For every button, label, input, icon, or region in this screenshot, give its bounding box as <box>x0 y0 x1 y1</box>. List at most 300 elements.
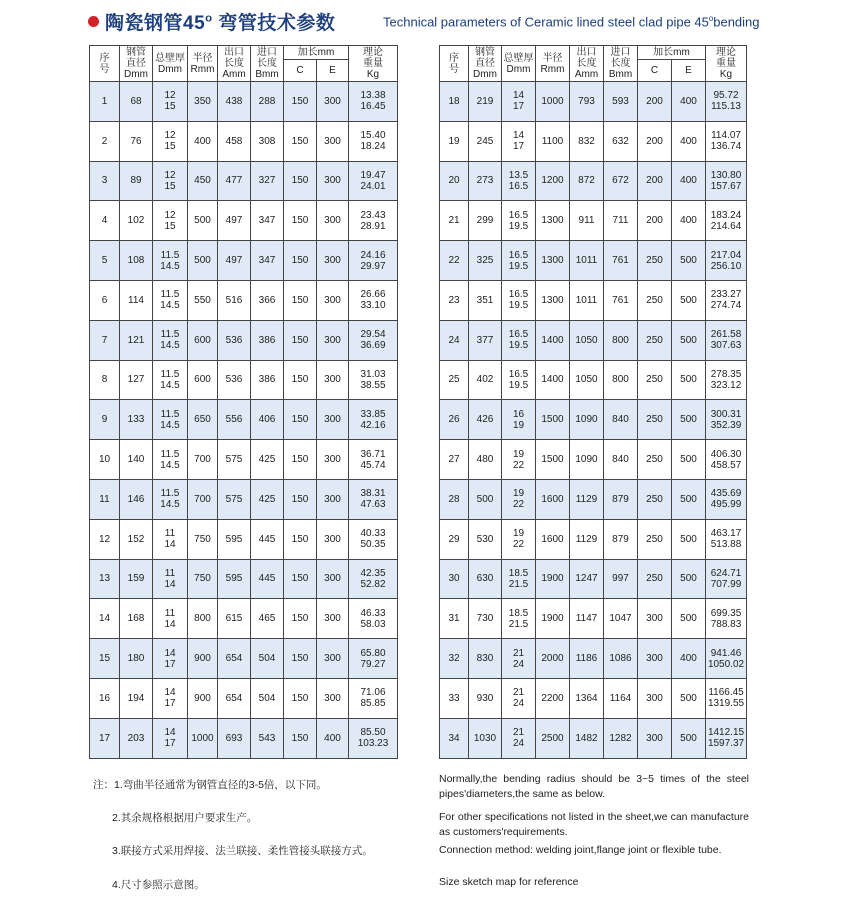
cell-wall-thickness-value: 24 <box>512 658 525 670</box>
table-row <box>440 400 747 440</box>
cell-e: 300 <box>317 201 349 241</box>
cell-wall-thickness-value: 21 <box>512 647 525 659</box>
cell-e: 500 <box>672 320 706 360</box>
cell-diameter: 89 <box>120 161 153 201</box>
cell-no: 4 <box>90 201 120 241</box>
cell-outlet-length: 1129 <box>570 519 604 559</box>
cell-wall-thickness-value: 21 <box>512 687 525 699</box>
cell-c: 150 <box>284 718 317 758</box>
cell-inlet-length: 632 <box>604 121 638 161</box>
cell-radius: 600 <box>188 360 218 400</box>
table-row <box>440 360 747 400</box>
cell-no: 20 <box>440 161 469 201</box>
cell-c: 300 <box>638 718 672 758</box>
cell-wall-thickness-value: 22 <box>512 499 525 511</box>
cell-weight-value: 47.63 <box>360 499 386 511</box>
cell-weight-value: 1166.45 <box>708 687 744 699</box>
cell-no: 28 <box>440 479 469 519</box>
cell-wall-thickness <box>153 479 188 519</box>
table-row <box>440 519 747 559</box>
cell-wall-thickness-value: 16.5 <box>508 368 529 380</box>
cell-wall-thickness <box>153 639 188 679</box>
cell-diameter: 140 <box>120 440 153 480</box>
cell-radius: 900 <box>188 639 218 679</box>
cell-inlet-length: 308 <box>251 121 284 161</box>
cell-wall-thickness-value: 18.5 <box>508 567 529 579</box>
cell-weight <box>706 360 747 400</box>
cell-radius: 500 <box>188 201 218 241</box>
cell-no: 13 <box>90 559 120 599</box>
cell-outlet-length: 693 <box>218 718 251 758</box>
cell-e: 400 <box>672 121 706 161</box>
table-row <box>440 718 747 758</box>
cell-diameter: 480 <box>469 440 502 480</box>
cell-wall-thickness-value: 14.5 <box>160 260 180 272</box>
cell-wall-thickness <box>502 400 536 440</box>
cell-weight-value: 115.13 <box>711 101 741 113</box>
cell-weight <box>349 360 398 400</box>
cell-diameter: 146 <box>120 479 153 519</box>
cell-wall-thickness-value: 14.5 <box>160 419 180 431</box>
cell-weight-value: 50.35 <box>360 539 386 551</box>
cell-weight <box>706 479 747 519</box>
cell-wall-thickness-value: 22 <box>512 459 525 471</box>
header-e: E <box>317 60 349 82</box>
cell-radius: 2200 <box>536 678 570 718</box>
cell-weight-value: 31.03 <box>360 368 386 380</box>
cell-weight-value: 624.71 <box>710 567 742 579</box>
cell-weight <box>349 280 398 320</box>
cell-c: 150 <box>284 280 317 320</box>
table-row <box>90 678 398 718</box>
cell-radius: 1300 <box>536 241 570 281</box>
cell-radius: 1100 <box>536 121 570 161</box>
cell-diameter: 76 <box>120 121 153 161</box>
cell-c: 300 <box>638 678 672 718</box>
cell-wall-thickness-value: 11.5 <box>160 488 180 500</box>
cell-weight-value: 45.74 <box>360 459 386 471</box>
cell-outlet-length: 556 <box>218 400 251 440</box>
cell-outlet-length: 1186 <box>570 639 604 679</box>
cell-no: 22 <box>440 241 469 281</box>
header-extension: 加长mm <box>638 46 706 60</box>
cell-weight-value: 307.63 <box>710 340 742 352</box>
cell-diameter: 219 <box>469 82 502 122</box>
cell-wall-thickness-value: 11.5 <box>160 289 180 301</box>
cell-c: 150 <box>284 599 317 639</box>
cell-weight <box>349 639 398 679</box>
cell-wall-thickness <box>502 241 536 281</box>
cell-c: 150 <box>284 201 317 241</box>
cell-weight <box>349 599 398 639</box>
cell-weight-value: 36.71 <box>360 448 386 460</box>
cell-radius: 1400 <box>536 320 570 360</box>
cell-weight-value: 19.47 <box>360 169 386 181</box>
table-row <box>90 599 398 639</box>
cell-weight-value: 24.01 <box>360 180 386 192</box>
cell-wall-thickness-value: 14 <box>164 578 176 590</box>
cell-wall-thickness-value: 14 <box>164 727 176 739</box>
cell-inlet-length: 800 <box>604 320 638 360</box>
cell-no: 27 <box>440 440 469 480</box>
cell-weight-value: 435.69 <box>710 488 742 500</box>
cell-inlet-length: 327 <box>251 161 284 201</box>
cell-e: 500 <box>672 718 706 758</box>
cell-diameter: 121 <box>120 320 153 360</box>
cell-wall-thickness-value: 15 <box>164 101 176 113</box>
cell-wall-thickness-value: 19 <box>512 419 525 431</box>
cell-outlet-length: 1011 <box>570 241 604 281</box>
cell-c: 150 <box>284 400 317 440</box>
cell-c: 150 <box>284 678 317 718</box>
cell-wall-thickness <box>153 678 188 718</box>
cell-inlet-length: 593 <box>604 82 638 122</box>
cell-weight-value: 495.99 <box>710 499 742 511</box>
header-c: C <box>638 60 672 82</box>
cell-no: 6 <box>90 280 120 320</box>
cell-weight <box>349 161 398 201</box>
cell-wall-thickness <box>502 440 536 480</box>
cell-c: 200 <box>638 201 672 241</box>
cell-radius: 700 <box>188 479 218 519</box>
cell-e: 300 <box>317 360 349 400</box>
cell-wall-thickness <box>153 320 188 360</box>
cell-weight <box>349 440 398 480</box>
cell-weight-value: 33.85 <box>360 408 386 420</box>
cell-no: 25 <box>440 360 469 400</box>
cell-weight-value: 13.38 <box>360 90 386 102</box>
cell-no: 23 <box>440 280 469 320</box>
cell-weight-value: 103.23 <box>357 738 389 750</box>
header-wall-thickness: 总壁厚 Dmm <box>153 46 188 82</box>
table-row <box>440 559 747 599</box>
cell-weight-value: 16.45 <box>360 101 386 113</box>
cell-e: 400 <box>672 82 706 122</box>
cell-wall-thickness <box>153 400 188 440</box>
cell-weight-value: 130.80 <box>710 169 742 181</box>
cell-c: 300 <box>638 639 672 679</box>
cell-wall-thickness <box>502 479 536 519</box>
cell-no: 16 <box>90 678 120 718</box>
cell-diameter: 630 <box>469 559 502 599</box>
cell-wall-thickness-value: 14 <box>164 647 176 659</box>
cell-diameter: 114 <box>120 280 153 320</box>
cell-radius: 1500 <box>536 400 570 440</box>
cell-radius: 1400 <box>536 360 570 400</box>
cell-wall-thickness <box>153 121 188 161</box>
cell-wall-thickness-value: 15 <box>164 220 176 232</box>
cell-wall-thickness <box>502 161 536 201</box>
cell-diameter: 152 <box>120 519 153 559</box>
header-diameter: 钢管 直径 Dmm <box>469 46 502 82</box>
cell-wall-thickness-value: 11 <box>164 528 176 540</box>
cell-weight-value: 458.57 <box>710 459 742 471</box>
cell-weight <box>349 121 398 161</box>
cell-weight-value: 1412.15 <box>707 727 745 739</box>
cell-wall-thickness-value: 19.5 <box>508 340 529 352</box>
cell-no: 18 <box>440 82 469 122</box>
cell-weight <box>706 639 747 679</box>
cell-e: 300 <box>317 161 349 201</box>
table-row <box>440 241 747 281</box>
cell-diameter: 68 <box>120 82 153 122</box>
cell-diameter: 168 <box>120 599 153 639</box>
cell-c: 150 <box>284 121 317 161</box>
cell-weight-value: 352.39 <box>710 419 742 431</box>
cell-weight <box>706 320 747 360</box>
cell-wall-thickness-value: 22 <box>512 539 525 551</box>
cell-radius: 350 <box>188 82 218 122</box>
cell-wall-thickness <box>502 639 536 679</box>
cell-diameter: 299 <box>469 201 502 241</box>
table-row <box>440 121 747 161</box>
cell-weight <box>706 559 747 599</box>
cell-inlet-length: 465 <box>251 599 284 639</box>
cell-no: 31 <box>440 599 469 639</box>
cell-c: 200 <box>638 161 672 201</box>
cell-e: 300 <box>317 121 349 161</box>
cell-inlet-length: 366 <box>251 280 284 320</box>
cell-radius: 1000 <box>536 82 570 122</box>
cell-weight-value: 26.66 <box>360 289 386 301</box>
header-weight: 理论 重量 Kg <box>706 46 747 82</box>
cell-diameter: 426 <box>469 400 502 440</box>
cell-e: 300 <box>317 519 349 559</box>
cell-outlet-length: 793 <box>570 82 604 122</box>
cell-weight <box>349 678 398 718</box>
cell-wall-thickness-value: 16.5 <box>508 249 529 261</box>
cell-weight-value: 183.24 <box>710 209 742 221</box>
cell-wall-thickness <box>502 121 536 161</box>
cell-radius: 500 <box>188 241 218 281</box>
note-cn-4: 4.尺寸参照示意图。 <box>112 879 205 891</box>
title-chinese: 陶瓷钢管45$^o$ 弯管技术参数 <box>105 12 336 34</box>
cell-weight-value: 28.91 <box>360 220 386 232</box>
cell-weight-value: 300.31 <box>710 408 742 420</box>
header-no: 序 号 <box>440 46 469 82</box>
cell-weight <box>706 280 747 320</box>
cell-outlet-length: 595 <box>218 519 251 559</box>
cell-weight-value: 513.88 <box>710 539 742 551</box>
cell-no: 5 <box>90 241 120 281</box>
cell-inlet-length: 1047 <box>604 599 638 639</box>
cell-radius: 1000 <box>188 718 218 758</box>
cell-radius: 750 <box>188 559 218 599</box>
cell-no: 3 <box>90 161 120 201</box>
cell-wall-thickness-value: 12 <box>164 90 176 102</box>
cell-diameter: 159 <box>120 559 153 599</box>
cell-wall-thickness-value: 21.5 <box>508 618 529 630</box>
cell-wall-thickness-value: 11.5 <box>160 408 180 420</box>
cell-e: 300 <box>317 678 349 718</box>
cell-wall-thickness-value: 14 <box>512 130 525 142</box>
cell-wall-thickness-value: 14 <box>164 539 176 551</box>
cell-weight <box>706 241 747 281</box>
cell-no: 29 <box>440 519 469 559</box>
cell-outlet-length: 477 <box>218 161 251 201</box>
cell-diameter: 108 <box>120 241 153 281</box>
cell-inlet-length: 840 <box>604 440 638 480</box>
cell-radius: 400 <box>188 121 218 161</box>
cell-weight-value: 1597.37 <box>707 738 745 750</box>
header-diameter: 钢管 直径 Dmm <box>120 46 153 82</box>
table-row <box>90 82 398 122</box>
cell-outlet-length: 536 <box>218 320 251 360</box>
cell-radius: 2500 <box>536 718 570 758</box>
cell-wall-thickness-value: 16 <box>512 408 525 420</box>
cell-no: 24 <box>440 320 469 360</box>
cell-weight-value: 256.10 <box>710 260 742 272</box>
cell-e: 300 <box>317 400 349 440</box>
note-en-3: Connection method: welding joint,flange joint or flexible tube. <box>439 844 722 856</box>
cell-weight-value: 65.80 <box>360 647 386 659</box>
cell-wall-thickness-value: 16.5 <box>508 289 529 301</box>
cell-no: 11 <box>90 479 120 519</box>
cell-inlet-length: 386 <box>251 320 284 360</box>
cell-wall-thickness-value: 17 <box>164 698 176 710</box>
header-extension: 加长mm <box>284 46 349 60</box>
cell-weight-value: 42.16 <box>360 419 386 431</box>
cell-inlet-length: 386 <box>251 360 284 400</box>
cell-outlet-length: 1247 <box>570 559 604 599</box>
cell-no: 17 <box>90 718 120 758</box>
cell-no: 21 <box>440 201 469 241</box>
cell-wall-thickness <box>153 718 188 758</box>
cell-no: 9 <box>90 400 120 440</box>
cell-outlet-length: 1129 <box>570 479 604 519</box>
cell-inlet-length: 347 <box>251 201 284 241</box>
cell-c: 150 <box>284 82 317 122</box>
cell-no: 1 <box>90 82 120 122</box>
cell-weight-value: 79.27 <box>360 658 386 670</box>
cell-wall-thickness-value: 15 <box>164 141 176 153</box>
cell-weight <box>706 440 747 480</box>
header-radius: 半径 Rmm <box>188 46 218 82</box>
cell-c: 250 <box>638 440 672 480</box>
cell-e: 300 <box>317 479 349 519</box>
table-row <box>90 519 398 559</box>
cell-weight <box>706 519 747 559</box>
table-row <box>440 82 747 122</box>
cell-wall-thickness-value: 14.5 <box>160 379 180 391</box>
cell-weight-value: 52.82 <box>360 578 386 590</box>
cell-diameter: 1030 <box>469 718 502 758</box>
spec-table-right <box>439 45 747 759</box>
cell-weight <box>706 718 747 758</box>
cell-weight-value: 114.07 <box>711 130 741 142</box>
cell-weight-value: 274.74 <box>710 300 742 312</box>
cell-outlet-length: 595 <box>218 559 251 599</box>
cell-outlet-length: 497 <box>218 201 251 241</box>
cell-c: 150 <box>284 559 317 599</box>
cell-weight <box>349 201 398 241</box>
cell-c: 150 <box>284 440 317 480</box>
cell-wall-thickness-value: 11.5 <box>160 448 180 460</box>
cell-weight-value: 33.10 <box>360 300 386 312</box>
cell-c: 150 <box>284 241 317 281</box>
cell-outlet-length: 654 <box>218 678 251 718</box>
cell-weight-value: 38.31 <box>360 488 386 500</box>
cell-e: 500 <box>672 280 706 320</box>
cell-wall-thickness-value: 16.5 <box>508 209 529 221</box>
cell-wall-thickness <box>153 82 188 122</box>
cell-diameter: 930 <box>469 678 502 718</box>
cell-no: 12 <box>90 519 120 559</box>
cell-weight-value: 217.04 <box>710 249 742 261</box>
cell-weight <box>706 121 747 161</box>
cell-inlet-length: 543 <box>251 718 284 758</box>
cell-weight-value: 29.54 <box>360 329 386 341</box>
cell-inlet-length: 997 <box>604 559 638 599</box>
cell-outlet-length: 516 <box>218 280 251 320</box>
cell-wall-thickness-value: 14 <box>512 90 525 102</box>
cell-c: 150 <box>284 639 317 679</box>
table-row <box>90 718 398 758</box>
cell-wall-thickness-value: 19 <box>512 488 525 500</box>
cell-weight-value: 1319.55 <box>707 698 745 710</box>
table-row <box>90 320 398 360</box>
cell-radius: 900 <box>188 678 218 718</box>
cell-wall-thickness <box>153 201 188 241</box>
cell-c: 250 <box>638 519 672 559</box>
cell-inlet-length: 672 <box>604 161 638 201</box>
cell-wall-thickness <box>502 320 536 360</box>
cell-weight <box>706 82 747 122</box>
header-outlet-length: 出口 长度 Amm <box>570 46 604 82</box>
header-c: C <box>284 60 317 82</box>
cell-c: 150 <box>284 360 317 400</box>
cell-diameter: 351 <box>469 280 502 320</box>
header-inlet-length: 进口 长度 Bmm <box>251 46 284 82</box>
cell-inlet-length: 504 <box>251 678 284 718</box>
cell-weight <box>706 678 747 718</box>
cell-weight <box>349 320 398 360</box>
cell-weight-value: 233.27 <box>710 289 742 301</box>
cell-weight-value: 323.12 <box>710 379 742 391</box>
cell-weight <box>349 241 398 281</box>
table-row <box>90 400 398 440</box>
cell-diameter: 730 <box>469 599 502 639</box>
cell-c: 250 <box>638 479 672 519</box>
cell-inlet-length: 445 <box>251 519 284 559</box>
cell-c: 250 <box>638 400 672 440</box>
cell-weight <box>706 161 747 201</box>
cell-diameter: 377 <box>469 320 502 360</box>
cell-inlet-length: 840 <box>604 400 638 440</box>
table-row <box>90 559 398 599</box>
cell-wall-thickness-value: 13.5 <box>508 169 529 181</box>
cell-c: 250 <box>638 559 672 599</box>
header-wall-thickness: 总壁厚 Dmm <box>502 46 536 82</box>
cell-outlet-length: 911 <box>570 201 604 241</box>
cell-wall-thickness <box>153 440 188 480</box>
cell-no: 8 <box>90 360 120 400</box>
cell-wall-thickness-value: 18.5 <box>508 607 529 619</box>
cell-inlet-length: 800 <box>604 360 638 400</box>
cell-e: 300 <box>317 559 349 599</box>
cell-inlet-length: 288 <box>251 82 284 122</box>
cell-e: 500 <box>672 559 706 599</box>
cell-weight <box>349 559 398 599</box>
cell-weight-value: 36.69 <box>360 340 386 352</box>
cell-wall-thickness <box>153 519 188 559</box>
cell-e: 300 <box>317 280 349 320</box>
cell-inlet-length: 711 <box>604 201 638 241</box>
cell-weight-value: 1050.02 <box>707 658 745 670</box>
cell-diameter: 133 <box>120 400 153 440</box>
cell-wall-thickness-value: 17 <box>164 738 176 750</box>
cell-e: 500 <box>672 678 706 718</box>
